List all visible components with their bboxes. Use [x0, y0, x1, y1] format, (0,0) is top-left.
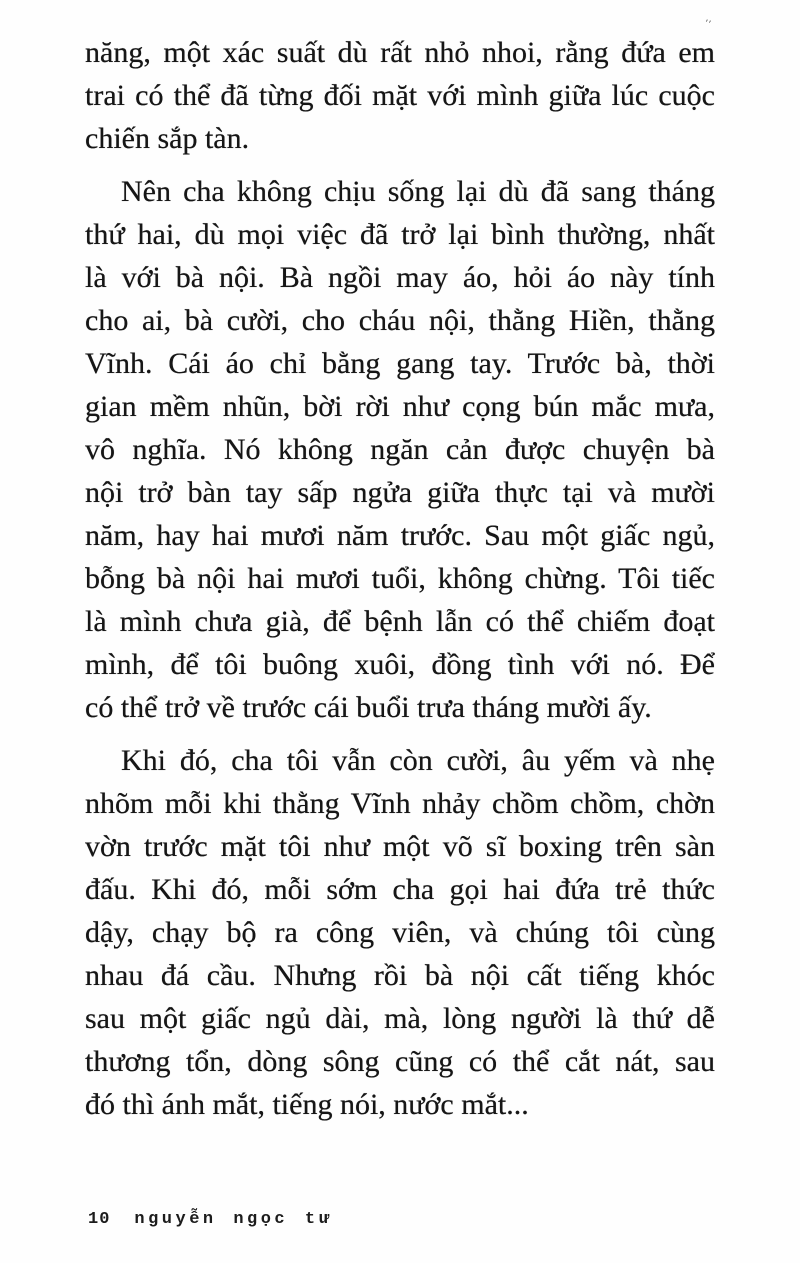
text-line: năm, hay hai mươi năm trước. Sau một giấc ngủ, — [85, 519, 715, 552]
text-line: Vĩnh. Cái áo chỉ bằng gang tay. Trước bà, thời — [85, 347, 715, 380]
body-text — [85, 31, 715, 1126]
text-line: mình, để tôi buông xuôi, đồng tình với nó. Để — [85, 648, 715, 681]
page-footer — [88, 1206, 332, 1234]
scan-speck-mark: '' — [702, 17, 713, 31]
text-line: chiến sắp tàn. — [85, 122, 250, 155]
paragraph — [85, 31, 715, 160]
author-name: nguyễn ngọc tư — [134, 1210, 333, 1229]
text-line: Nên cha không chịu sống lại dù đã sang tháng — [121, 175, 715, 208]
text-line: năng, một xác suất dù rất nhỏ nhoi, rằng đứa em — [85, 36, 715, 69]
text-line: là với bà nội. Bà ngồi may áo, hỏi áo này tính — [85, 261, 715, 294]
text-line: dậy, chạy bộ ra công viên, và chúng tôi cùng — [85, 916, 715, 949]
text-line: nhõm mỗi khi thằng Vĩnh nhảy chồm chồm, chờn — [85, 787, 715, 820]
text-line: trai có thể đã từng đối mặt với mình giữa lúc cuộc — [85, 79, 715, 112]
text-line: vờn trước mặt tôi như một võ sĩ boxing trên sàn — [85, 830, 715, 863]
text-line: Khi đó, cha tôi vẫn còn cười, âu yếm và nhẹ — [121, 744, 715, 777]
text-line: nhau đá cầu. Nhưng rồi bà nội cất tiếng khóc — [85, 959, 715, 992]
text-line: bỗng bà nội hai mươi tuổi, không chừng. Tôi tiếc — [85, 562, 715, 595]
text-line: nội trở bàn tay sấp ngửa giữa thực tại và mười — [85, 476, 715, 509]
paragraph — [85, 170, 715, 729]
text-line: gian mềm nhũn, bời rời như cọng bún mắc mưa, — [85, 390, 715, 423]
text-line: đó thì ánh mắt, tiếng nói, nước mắt... — [85, 1088, 529, 1121]
text-line: thương tổn, dòng sông cũng có thể cắt nát, sau — [85, 1045, 715, 1078]
paragraph — [85, 739, 715, 1126]
text-line: đấu. Khi đó, mỗi sớm cha gọi hai đứa trẻ thức — [85, 873, 715, 906]
text-line: thứ hai, dù mọi việc đã trở lại bình thường, nhất — [85, 218, 715, 251]
page-number: 10 — [88, 1210, 111, 1229]
text-line: vô nghĩa. Nó không ngăn cản được chuyện bà — [85, 433, 715, 466]
text-line: cho ai, bà cười, cho cháu nội, thằng Hiền, thằng — [85, 304, 715, 337]
text-line: có thể trở về trước cái buổi trưa tháng mười ấy. — [85, 691, 652, 724]
text-line: sau một giấc ngủ dài, mà, lòng người là thứ dễ — [85, 1002, 715, 1035]
text-line: là mình chưa già, để bệnh lẫn có thể chiếm đoạt — [85, 605, 715, 638]
